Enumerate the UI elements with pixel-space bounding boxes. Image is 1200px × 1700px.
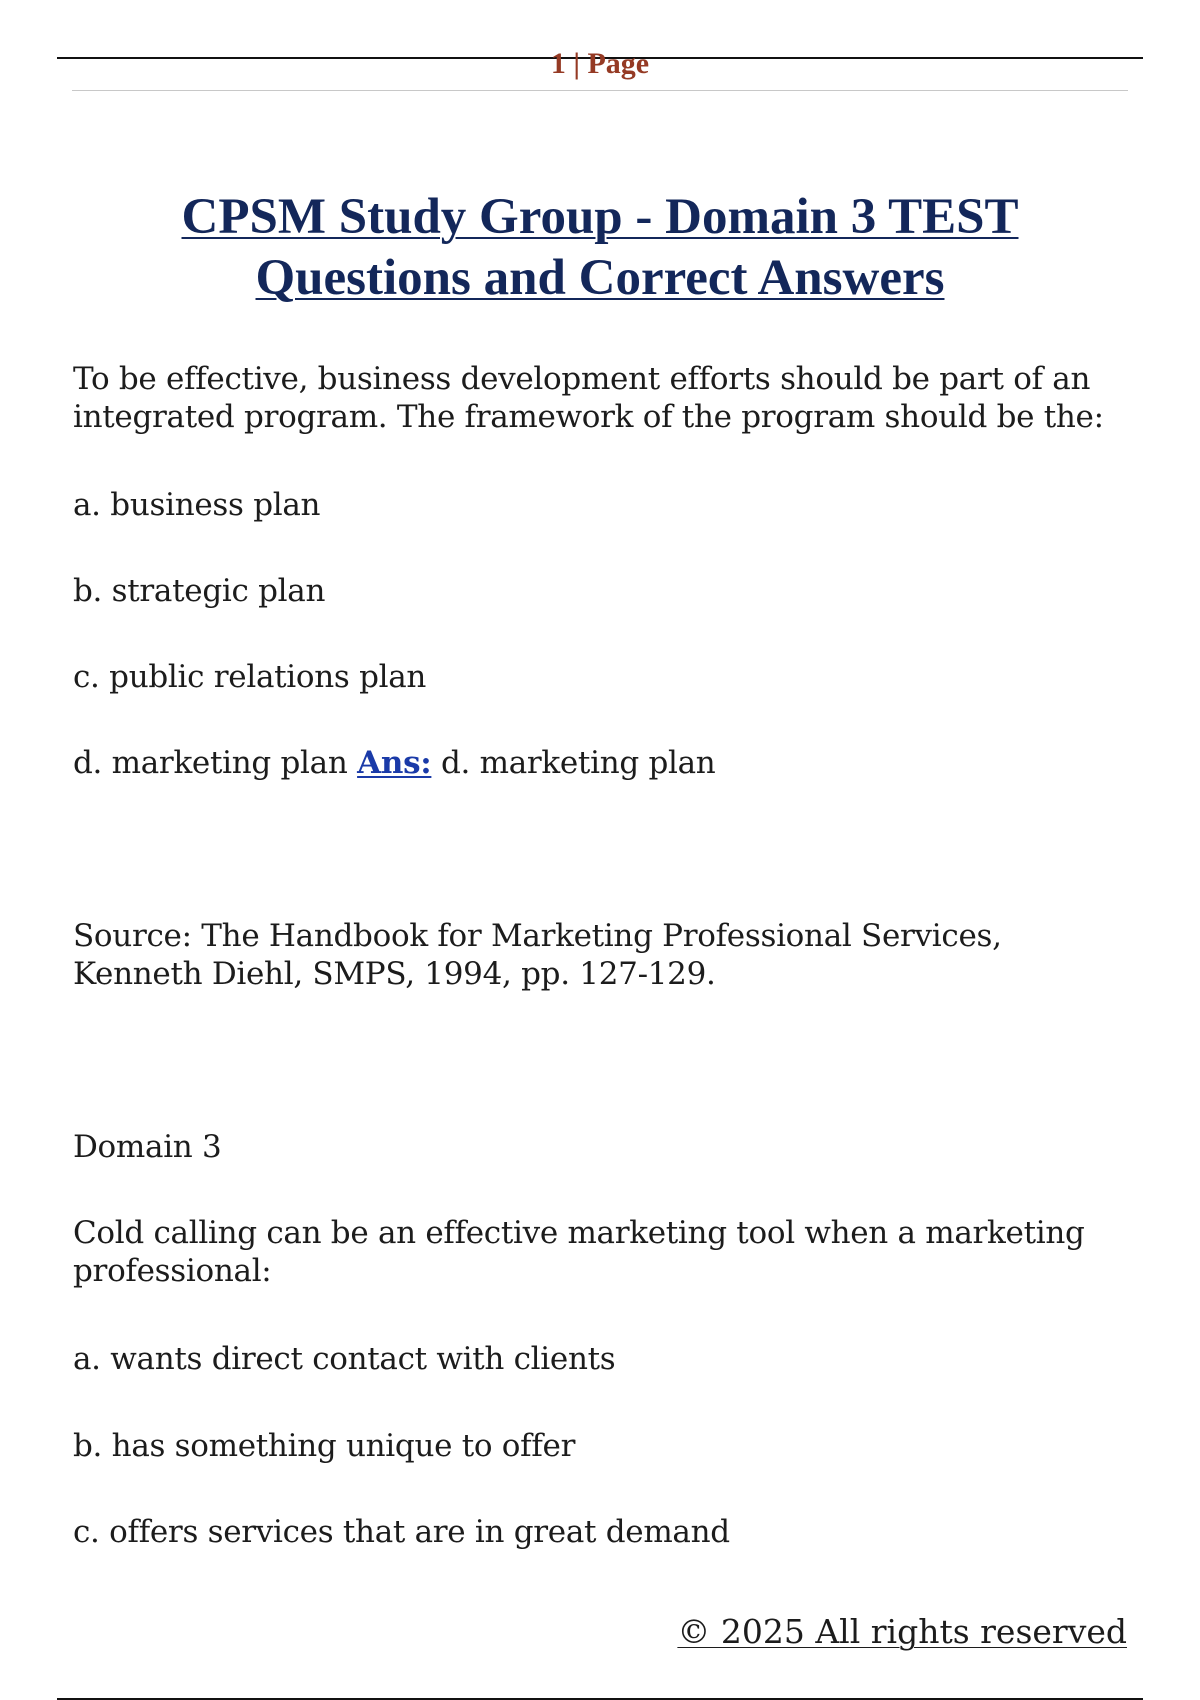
question-1-option-d-row [73, 744, 1133, 782]
question-1-stem: To be effective, business development efforts should be part of an integrated program. The framework of the program should be the: [73, 361, 1104, 435]
question-1-option-d: d. marketing plan [73, 745, 348, 781]
section-label: Domain 3 [73, 1129, 222, 1165]
question-1-option-c: c. public relations plan [73, 659, 427, 695]
question-2-option-b: b. has something unique to offer [73, 1428, 576, 1464]
question-2-option-a: a. wants direct contact with clients [73, 1341, 616, 1377]
question-1-answer: d. marketing plan [440, 745, 716, 781]
page-number-label: 1 | Page [550, 47, 650, 80]
question-2-stem: Cold calling can be an effective marketing tool when a marketing professional: [73, 1215, 1085, 1289]
question-1-source: Source: The Handbook for Marketing Professional Services, Kenneth Diehl, SMPS, 1994, pp. 127-129. [73, 918, 1002, 992]
question-1-option-a: a. business plan [73, 487, 321, 523]
document-title [100, 187, 1100, 309]
question-2-option-c: c. offers services that are in great demand [73, 1514, 730, 1550]
copyright-notice: © 2025 All rights reserved [677, 1612, 1127, 1651]
document-title-line-2: Questions and Correct Answers [255, 250, 945, 306]
header-bottom-rule [72, 90, 1128, 91]
question-1-option-b: b. strategic plan [73, 573, 326, 609]
document-title-line-1: CPSM Study Group - Domain 3 TEST [181, 189, 1019, 245]
answer-link[interactable]: Ans: [357, 745, 432, 781]
